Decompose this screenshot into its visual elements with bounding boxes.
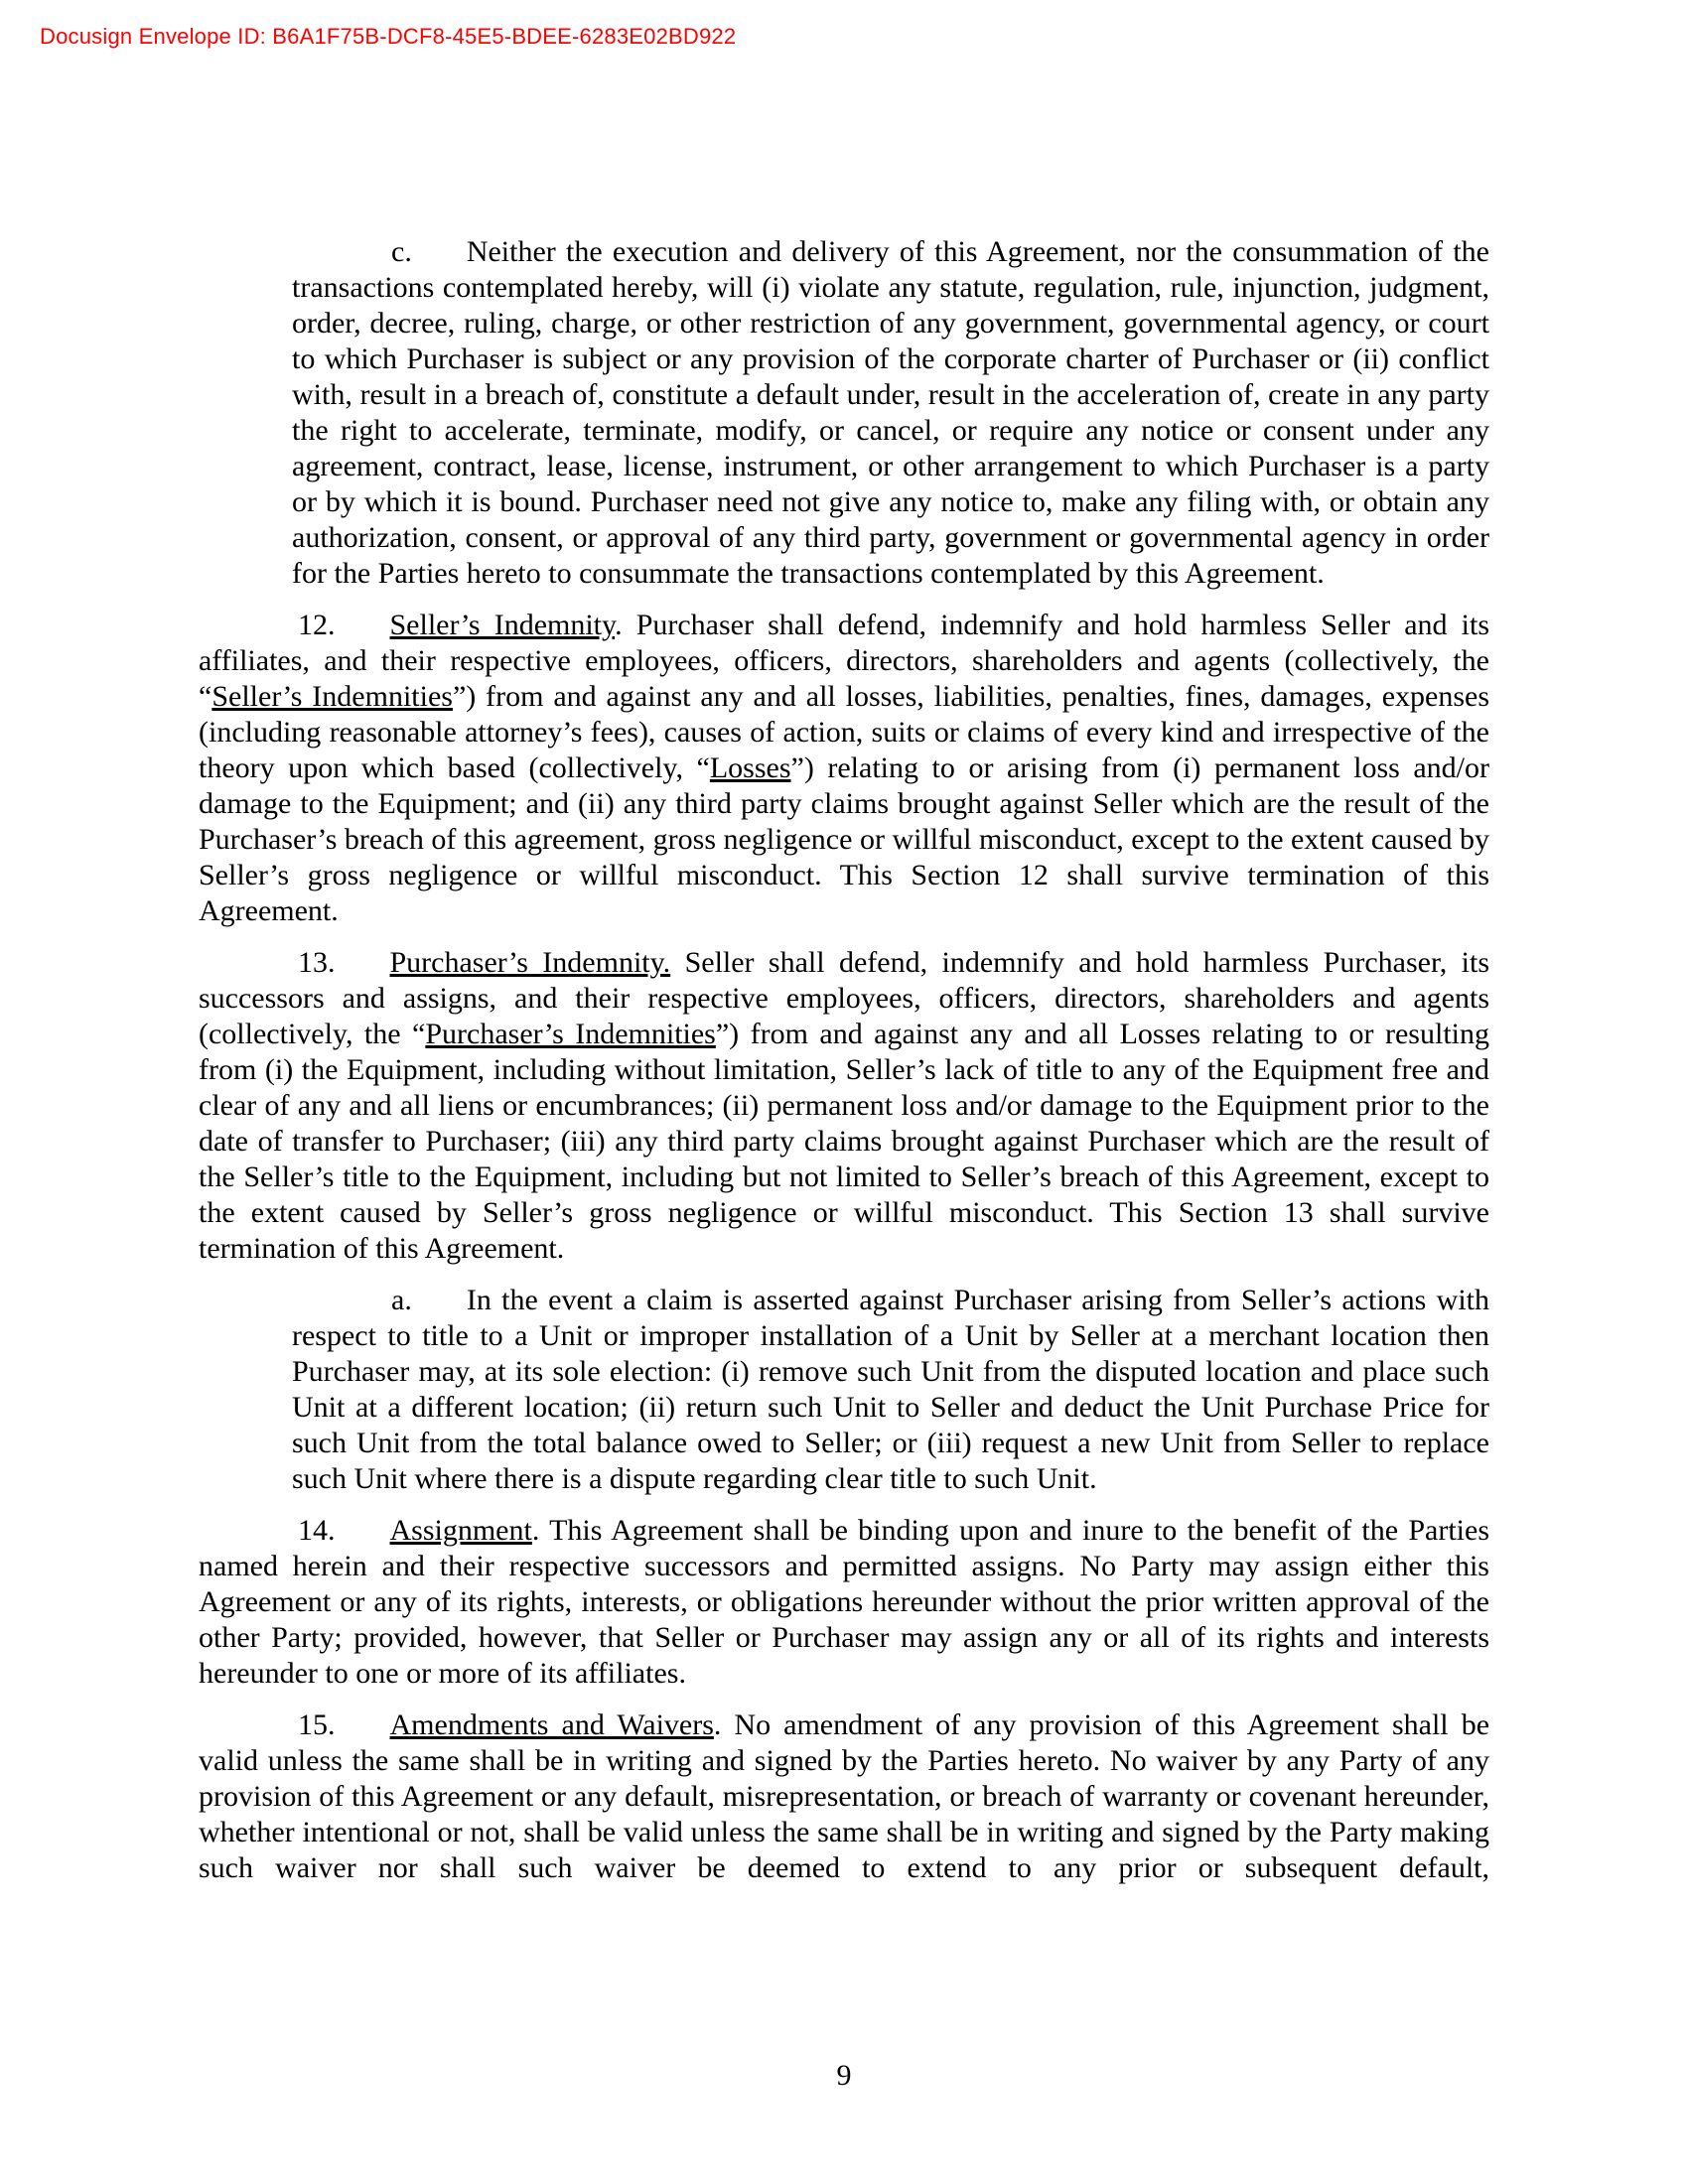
paragraph-14 [199,1513,1489,1692]
text-run: In the event a claim is asserted against Purchaser arising from Seller’s actions with respect to title to a Unit or improper installation of a Unit by Seller at a merchant location then Purchaser may, at its sole election: (i) remove such Unit from the disputed location and place such Unit at a different location; (ii) return such Unit to Seller and deduct the Unit Purchase Price for such Unit from the total balance owed to Seller; or (iii) request a new Unit from Seller to replace such Unit where there is a dispute regarding clear title to such Unit. [292,1284,1489,1495]
paragraph-number: 15. [298,1708,336,1741]
underlined-text: Losses [709,751,791,784]
paragraph-c [292,234,1489,592]
underlined-text: Assignment [389,1514,532,1547]
text-run: ”) from and against any and all losses, liabilities, penalties, fines, damages, expenses (including reasonable attorney’s fees), causes of action, suits or claims of every kind and irrespective of the theory upon which based (collectively, “ [199,680,1490,784]
paragraph-12 [199,608,1489,929]
document-body [199,234,1489,1902]
underlined-text: Seller’s Indemnities [211,680,453,713]
underlined-text: Seller’s Indemnity [389,609,616,641]
paragraph-a [292,1283,1489,1497]
text-run: . No amendment of any provision of this Agreement shall be valid unless the same shall be in writing and signed by the Parties hereto. No waiver by any Party of any provision of this Agreement or any default, misrepresentation, or breach of warranty or covenant hereunder, whether intentional or not, shall be valid unless the same shall be in writing and signed by the Party making such waiver nor shall such waiver be deemed to extend to any prior or subsequent default, [199,1708,1490,1884]
paragraph-13 [199,945,1489,1267]
underlined-text: Purchaser’s Indemnities [425,1018,716,1050]
paragraph-number: 12. [298,609,336,641]
paragraph-number: 14. [298,1514,336,1547]
paragraph-number: a. [391,1284,412,1316]
paragraph-15 [199,1707,1489,1886]
paragraph-number: c. [391,235,412,268]
page-number: 9 [836,2059,852,2092]
text-run: Neither the execution and delivery of this Agreement, nor the consummation of the transactions contemplated hereby, will (i) violate any statute, regulation, rule, injunction, judgment, order, decree, ruling, charge, or other restriction of any government, governmental agency, or court to which Purchaser is subject or any provision of the corporate charter of Purchaser or (ii) conflict with, result in a breach of, constitute a default under, result in the acceleration of, create in any party the right to accelerate, terminate, modify, or cancel, or require any notice or consent under any agreement, contract, lease, license, instrument, or other arrangement to which Purchaser is a party or by which it is bound. Purchaser need not give any notice to, make any filing with, or obtain any authorization, consent, or approval of any third party, government or governmental agency in order for the Parties hereto to consummate the transactions contemplated by this Agreement. [292,235,1489,590]
text-run: . Purchaser shall defend, indemnify and hold harmless Seller and its affiliates, and their respective employees, officers, directors, shareholders and agents (collectively, the “ [199,609,1489,713]
text-run: ”) from and against any and all Losses relating to or resulting from (i) the Equipment, including without limitation, Seller’s lack of title to any of the Equipment free and clear of any and all liens or encumbrances; (ii) permanent loss and/or damage to the Equipment prior to the date of transfer to Purchaser; (iii) any third party claims brought against Purchaser which are the result of the Seller’s title to the Equipment, including but not limited to Seller’s breach of this Agreement, except to the extent caused by Seller’s gross negligence or willful misconduct. This Section 13 shall survive termination of this Agreement. [199,1018,1489,1265]
underlined-text: Purchaser’s Indemnity. [389,946,671,979]
text-run: ”) relating to or arising from (i) permanent loss and/or damage to the Equipment; and (ii) any third party claims brought against Seller which are the result of the Purchaser’s breach of this agreement, gross negligence or willful misconduct, except to the extent caused by Seller’s gross negligence or willful misconduct. This Section 12 shall survive termination of this Agreement. [199,751,1489,927]
text-run: Seller shall defend, indemnify and hold harmless Purchaser, its successors and assigns, and their respective employees, officers, directors, shareholders and agents (collectively, the “ [199,946,1489,1050]
text-run: . This Agreement shall be binding upon and inure to the benefit of the Parties named herein and their respective successors and permitted assigns. No Party may assign either this Agreement or any of its rights, interests, or obligations hereunder without the prior written approval of the other Party; provided, however, that Seller or Purchaser may assign any or all of its rights and interests hereunder to one or more of its affiliates. [199,1514,1489,1690]
docusign-envelope-id: Docusign Envelope ID: B6A1F75B-DCF8-45E5-BDEE-6283E02BD922 [40,24,737,49]
underlined-text: Amendments and Waivers [389,1708,714,1741]
paragraph-number: 13. [298,946,336,979]
